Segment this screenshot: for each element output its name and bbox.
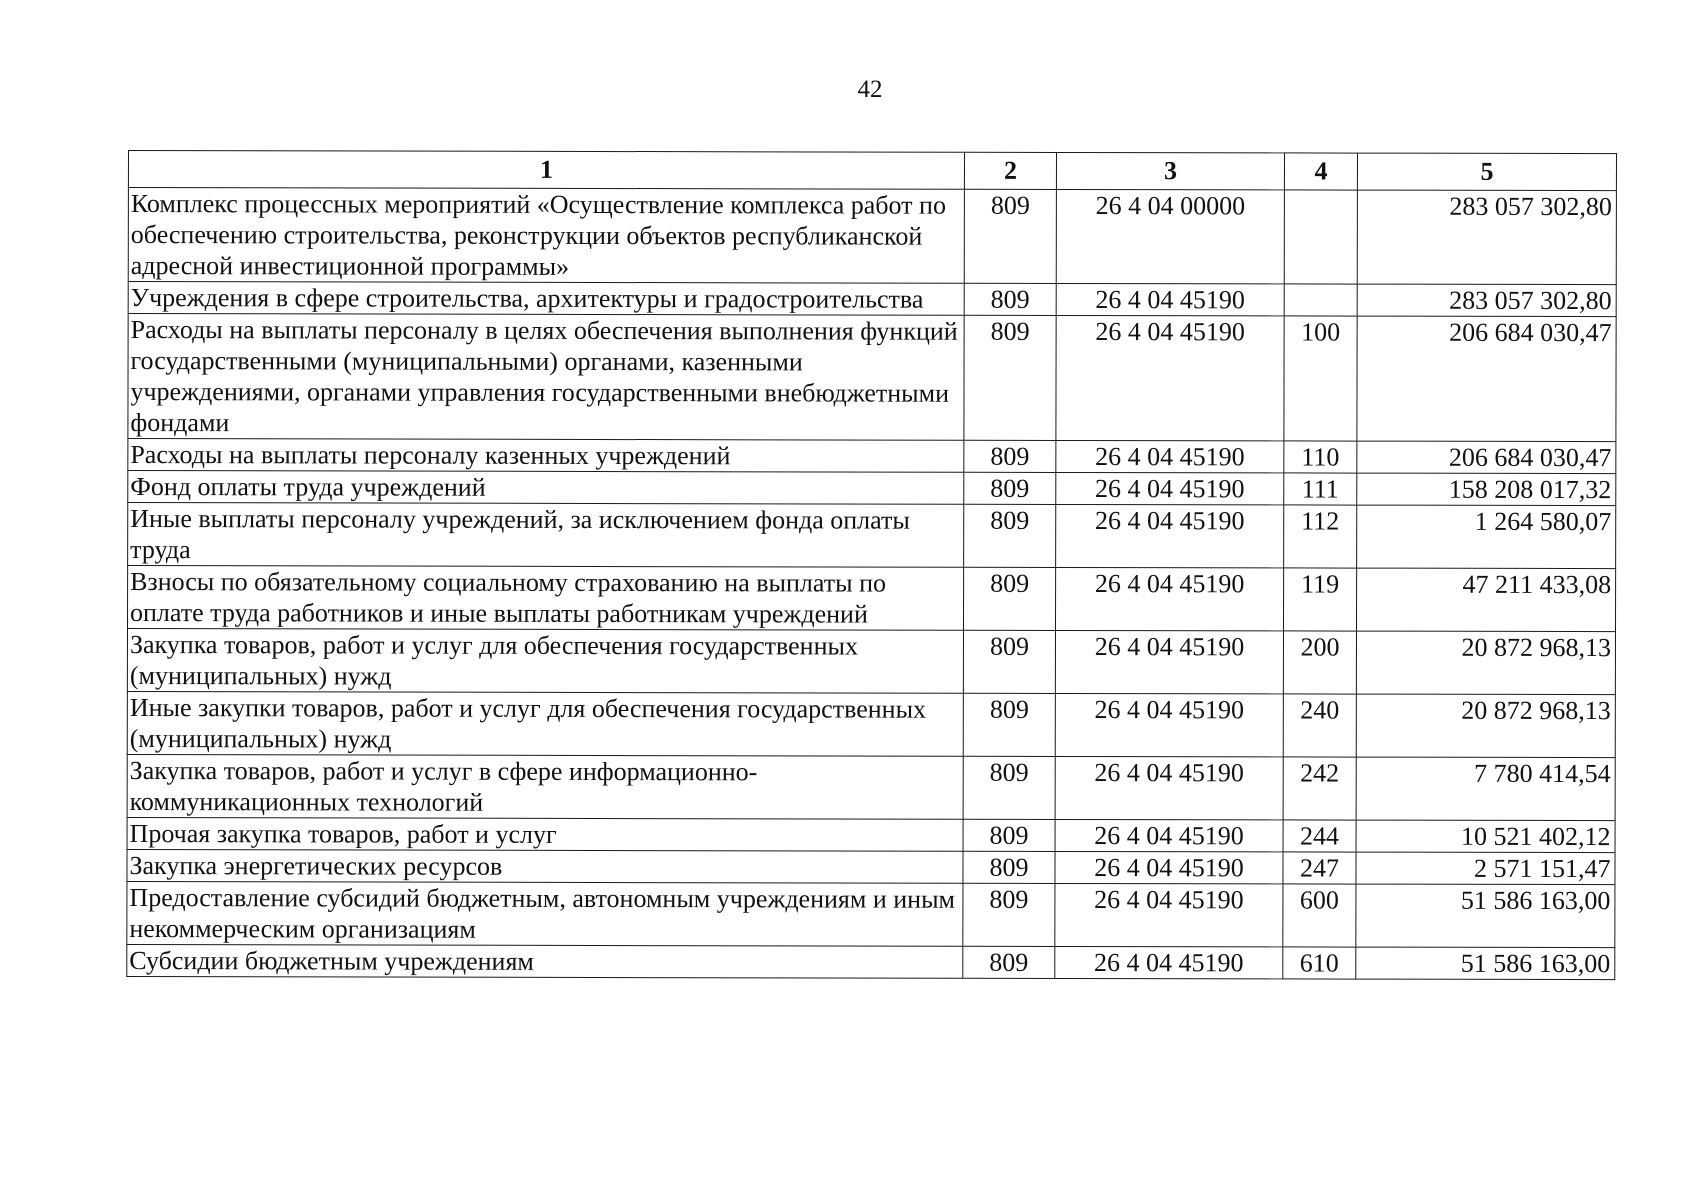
table-row	[128, 471, 1616, 506]
row-amount: 7 780 414,54	[1356, 757, 1615, 821]
row-article: 26 4 04 45190	[1055, 819, 1283, 851]
row-amount: 51 586 163,00	[1356, 947, 1615, 980]
row-code: 809	[964, 189, 1056, 283]
table-container	[126, 150, 1616, 980]
row-type: 200	[1283, 631, 1356, 694]
row-article: 26 4 04 45190	[1056, 283, 1284, 315]
row-description: Комплекс процессных мероприятий «Осуществление комплекса работ по обеспечению строительства, реконструкции объектов республиканской адресной инвестиционной программы»	[128, 188, 964, 284]
table-row	[128, 282, 1616, 317]
row-code: 809	[963, 883, 1055, 946]
column-header-2: 2	[964, 152, 1056, 189]
row-description: Прочая закупка товаров, работ и услуг	[127, 817, 963, 851]
row-type: 112	[1284, 505, 1357, 568]
column-header-1: 1	[128, 151, 964, 190]
row-code: 809	[963, 693, 1055, 756]
row-code: 809	[963, 851, 1055, 883]
row-description: Закупка энергетических ресурсов	[127, 849, 963, 883]
row-code: 809	[964, 504, 1056, 567]
table-row	[128, 188, 1616, 285]
row-type: 100	[1284, 316, 1357, 441]
row-amount: 20 872 968,13	[1356, 694, 1615, 758]
row-amount: 51 586 163,00	[1356, 884, 1615, 948]
row-article: 26 4 04 45190	[1055, 883, 1283, 946]
row-article: 26 4 04 45190	[1056, 472, 1284, 504]
column-header-4: 4	[1284, 153, 1357, 190]
table-row	[127, 566, 1615, 632]
row-code: 809	[964, 440, 1056, 472]
table-row	[128, 439, 1616, 474]
table-row	[127, 817, 1615, 852]
table-row	[127, 629, 1615, 695]
budget-table	[126, 150, 1617, 980]
row-type: 244	[1283, 820, 1356, 852]
row-code: 809	[964, 315, 1056, 440]
row-amount: 283 057 302,80	[1357, 284, 1616, 317]
row-code: 809	[963, 630, 1055, 693]
table-row	[127, 849, 1615, 884]
table-body	[127, 188, 1617, 980]
row-amount: 158 208 017,32	[1357, 473, 1616, 506]
row-article: 26 4 04 45190	[1055, 756, 1283, 819]
row-type: 600	[1283, 884, 1356, 947]
row-article: 26 4 04 45190	[1056, 440, 1284, 472]
row-amount: 10 521 402,12	[1356, 820, 1615, 853]
row-type	[1284, 190, 1357, 284]
row-description: Закупка товаров, работ и услуг в сфере информационно-коммуникационных технологий	[127, 754, 963, 819]
row-code: 809	[963, 819, 1055, 851]
row-description: Учреждения в сфере строительства, архитектуры и градостроительства	[128, 282, 964, 316]
row-article: 26 4 04 00000	[1056, 189, 1284, 283]
row-description: Закупка товаров, работ и услуг для обеспечения государственных (муниципальных) нужд	[127, 629, 963, 694]
row-amount: 20 872 968,13	[1356, 631, 1615, 695]
row-description: Иные закупки товаров, работ и услуг для обеспечения государственных (муниципальных) нужд	[127, 691, 963, 756]
table-row	[127, 944, 1615, 979]
row-article: 26 4 04 45190	[1055, 567, 1283, 630]
column-header-3: 3	[1056, 152, 1284, 189]
column-header-5: 5	[1357, 153, 1616, 191]
row-code: 809	[963, 946, 1055, 978]
row-amount: 283 057 302,80	[1357, 190, 1616, 285]
table-row	[127, 754, 1615, 820]
table-row	[128, 314, 1616, 442]
row-type: 119	[1283, 568, 1356, 631]
row-description: Субсидии бюджетным учреждениям	[127, 944, 963, 978]
row-description: Расходы на выплаты персоналу в целях обеспечения выполнения функций государственными (муниципальными) органами, казенными учреждениями, органами управления государственными внебюджетными фондами	[128, 314, 964, 441]
page-number: 42	[857, 76, 883, 103]
row-code: 809	[964, 472, 1056, 504]
row-type: 111	[1284, 473, 1357, 505]
row-description: Иные выплаты персоналу учреждений, за исключением фонда оплаты труда	[128, 503, 964, 568]
row-article: 26 4 04 45190	[1055, 946, 1283, 978]
row-code: 809	[963, 756, 1055, 819]
row-type: 110	[1284, 441, 1357, 473]
row-article: 26 4 04 45190	[1055, 851, 1283, 883]
row-amount: 1 264 580,07	[1357, 505, 1616, 569]
row-type: 610	[1283, 947, 1356, 979]
row-type: 242	[1283, 757, 1356, 820]
row-article: 26 4 04 45190	[1055, 693, 1283, 756]
table-row	[127, 691, 1615, 757]
row-article: 26 4 04 45190	[1056, 504, 1284, 567]
row-amount: 47 211 433,08	[1356, 568, 1615, 632]
header-row	[128, 151, 1616, 191]
row-type: 247	[1283, 852, 1356, 884]
row-article: 26 4 04 45190	[1056, 315, 1284, 440]
row-article: 26 4 04 45190	[1055, 630, 1283, 693]
row-amount: 206 684 030,47	[1357, 316, 1616, 442]
row-description: Расходы на выплаты персоналу казенных учреждений	[128, 439, 964, 473]
row-code: 809	[963, 567, 1055, 630]
row-amount: 206 684 030,47	[1357, 441, 1616, 474]
table-row	[128, 503, 1616, 569]
row-amount: 2 571 151,47	[1356, 852, 1615, 885]
row-description: Взносы по обязательному социальному страхованию на выплаты по оплате труда работников и иные выплаты работникам учреждений	[127, 566, 963, 631]
row-type: 240	[1283, 694, 1356, 757]
row-description: Фонд оплаты труда учреждений	[128, 471, 964, 505]
row-code: 809	[964, 283, 1056, 315]
table-row	[127, 881, 1615, 947]
row-description: Предоставление субсидий бюджетным, автономным учреждениям и иным некоммерческим организациям	[127, 881, 963, 946]
row-type	[1284, 284, 1357, 316]
